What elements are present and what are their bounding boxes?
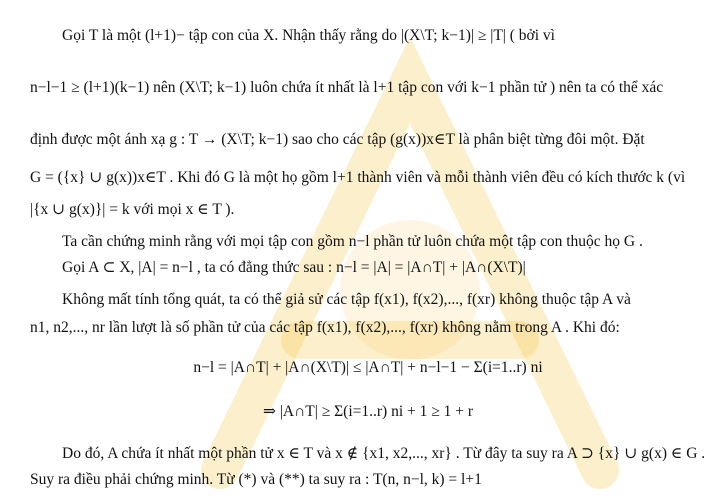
paragraph-line-7: Gọi A ⊂ X, |A| = n−l , ta có đẳng thức sau : n−l = |A| = |A∩T| + |A∩(X\T)| [62, 259, 526, 276]
paragraph-line-8: Không mất tính tổng quát, ta có thể giả sử các tập f(x1), f(x2),..., f(xr) không thuộc tập A và [62, 291, 631, 308]
paragraph-line-9: n1, n2,..., nr lần lượt là số phần tử của các tập f(x1), f(x2),..., f(xr) không nằm trong A . Khi đó: [30, 319, 620, 336]
paragraph-line-5: |{x ∪ g(x)}| = k với mọi x ∈ T ). [30, 201, 235, 218]
paragraph-line-1: Gọi T là một (l+1)− tập con của X. Nhận thấy rằng do |(X\T; k−1)| ≥ |T| ( bởi vì [62, 27, 555, 44]
paragraph-line-4: G = ({x} ∪ g(x))x∈T . Khi đó G là một họ gồm l+1 thành viên và mỗi thành viên đều có kích thước k (vì [30, 169, 686, 186]
equation-1: n−l = |A∩T| + |A∩(X\T)| ≤ |A∩T| + n−l−1 − Σ(i=1..r) ni [193, 359, 543, 376]
paragraph-line-10: Do đó, A chứa ít nhất một phần tử x ∈ T và x ∉ {x1, x2,..., xr} . Từ đây ta suy ra A ⊃ {x} ∪ g(x) ∈ G . [62, 445, 706, 462]
paragraph-line-11: Suy ra điều phải chứng minh. Từ (*) và (**) ta suy ra : T(n, n−l, k) = l+1 [30, 471, 482, 488]
paragraph-line-2: n−l−1 ≥ (l+1)(k−1) nên (X\T; k−1) luôn chứa ít nhất là l+1 tập con với k−1 phần tử ) nên ta có thể xác [30, 79, 664, 96]
equation-2: ⇒ |A∩T| ≥ Σ(i=1..r) ni + 1 ≥ 1 + r [262, 403, 474, 420]
paragraph-line-3: định được một ánh xạ g : T → (X\T; k−1) sao cho các tập (g(x))x∈T là phân biệt từng đôi một. Đặt [30, 131, 645, 148]
paragraph-line-6: Ta cần chứng minh rằng với mọi tập con gồm n−l phần tử luôn chứa một tập con thuộc họ G . [62, 233, 643, 250]
